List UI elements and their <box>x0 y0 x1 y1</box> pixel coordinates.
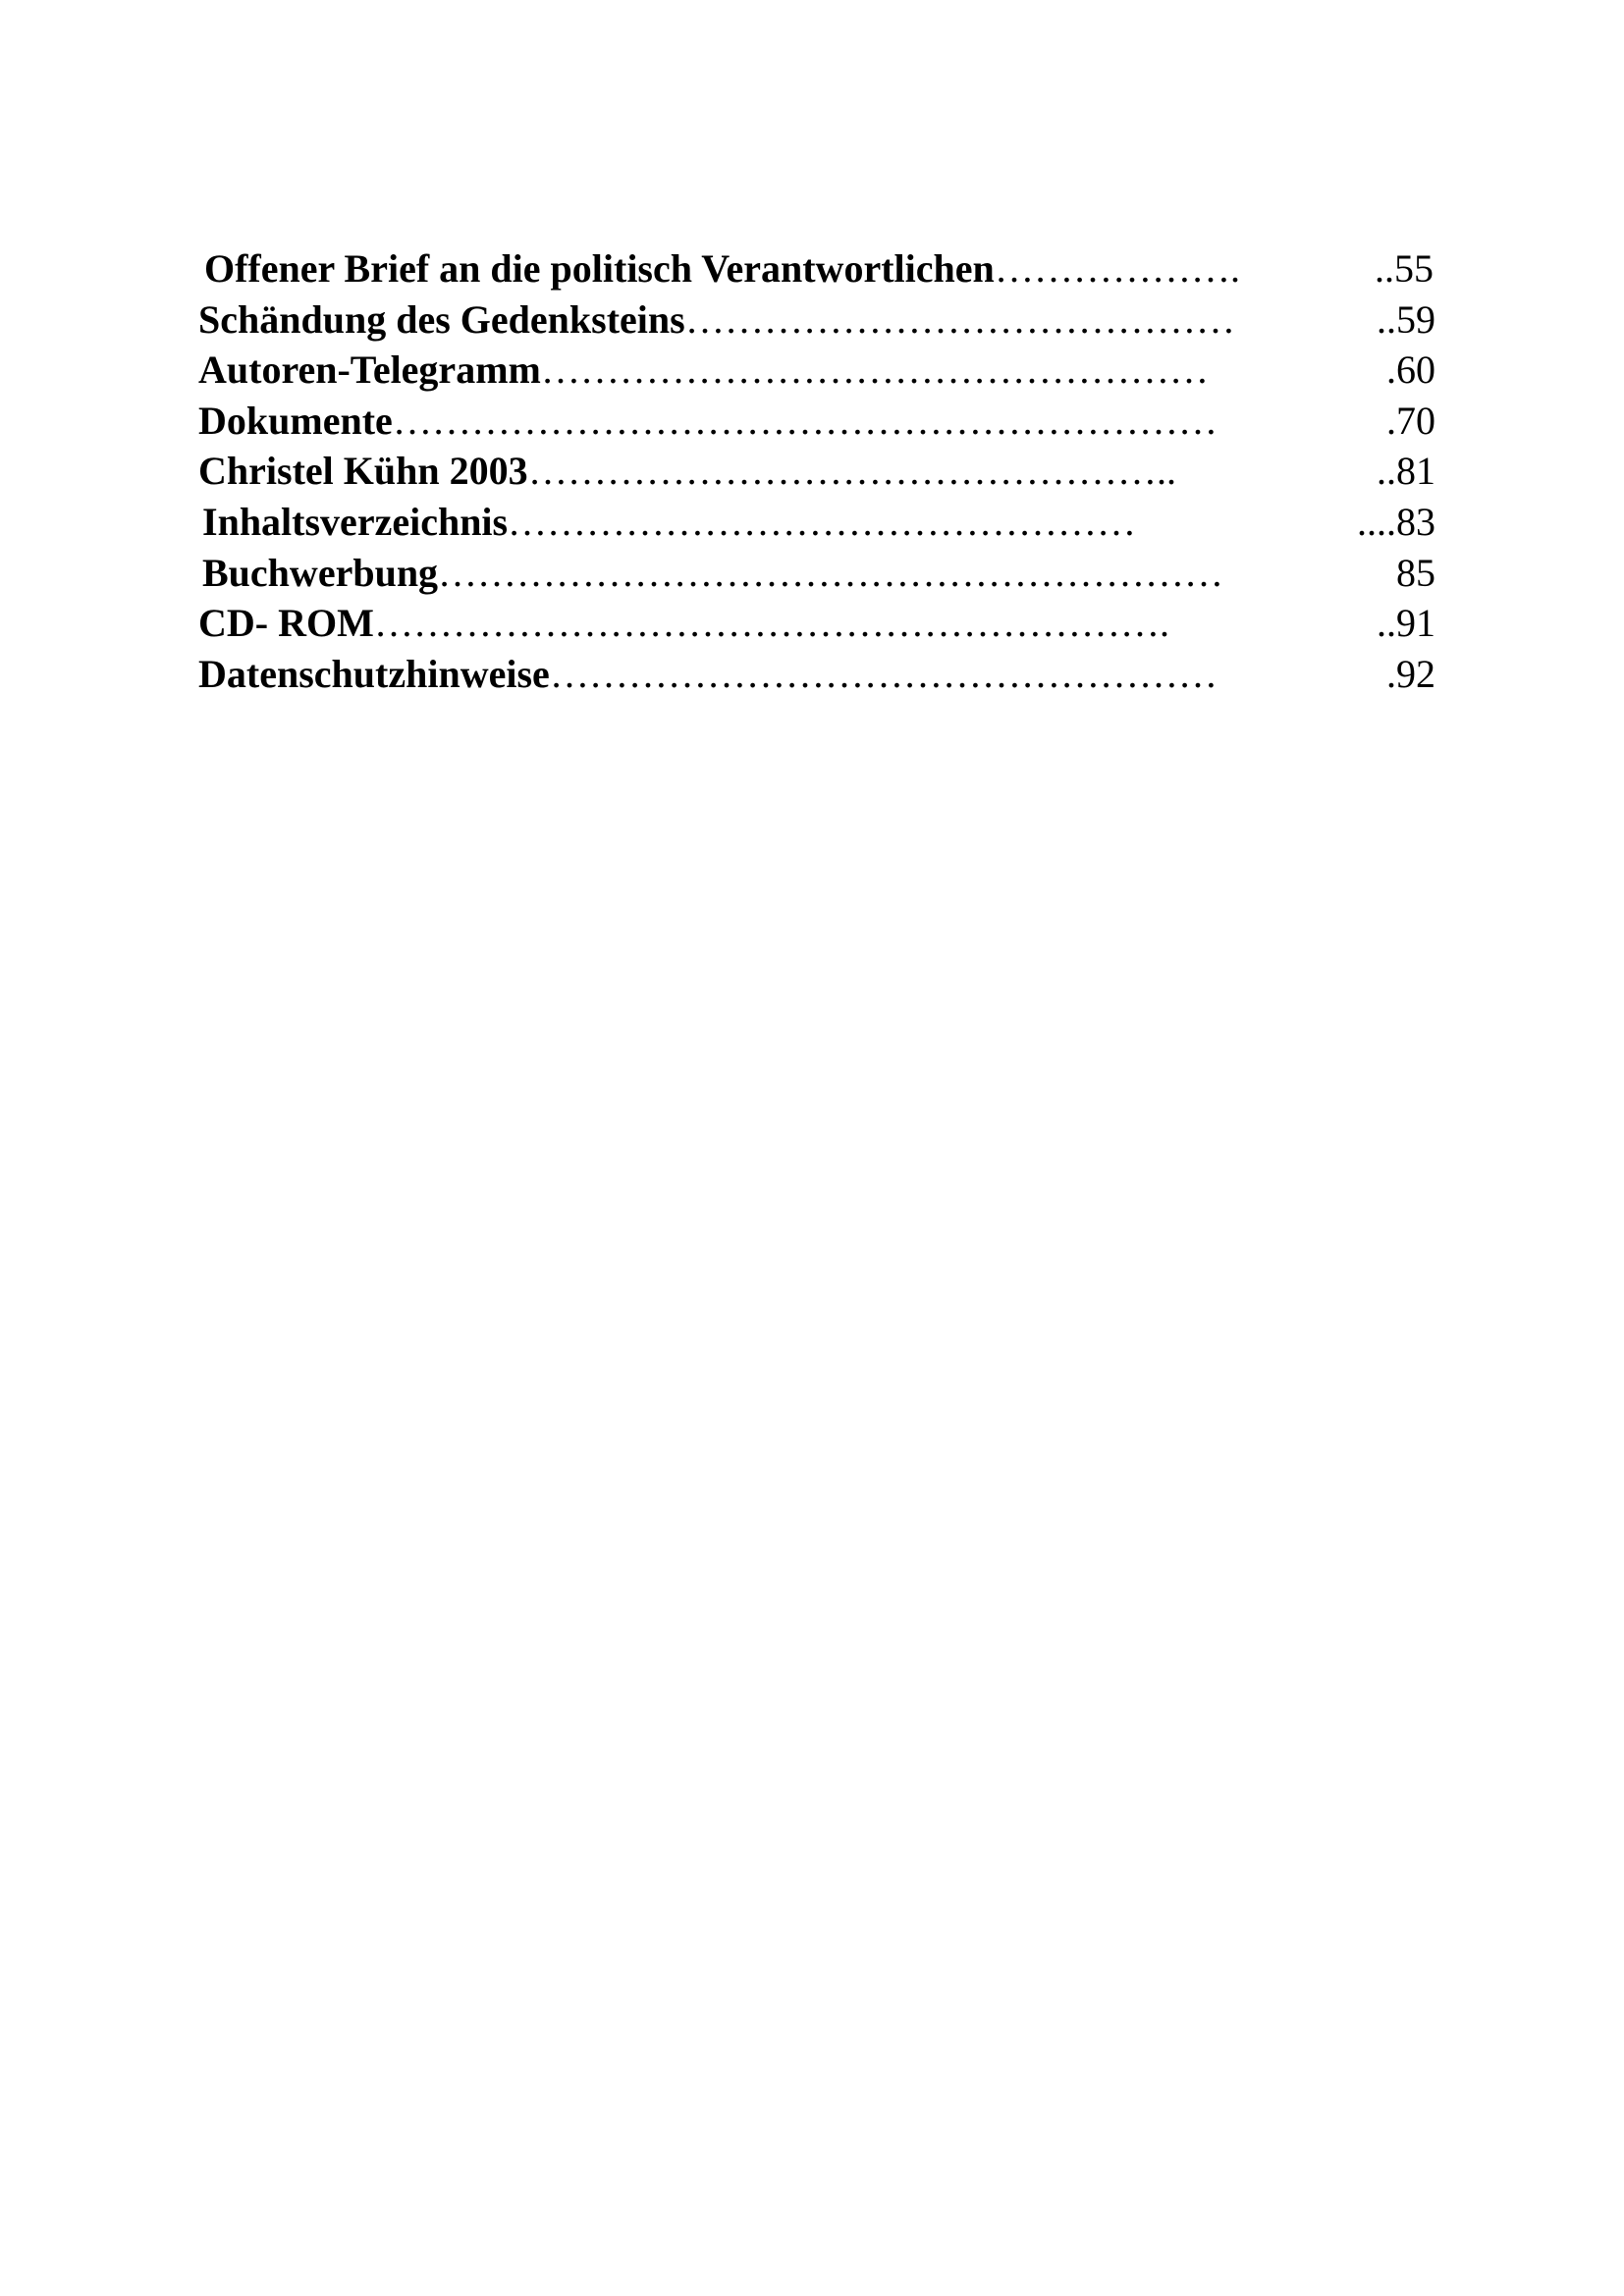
toc-entry-leader: ……………………………………………………. <box>374 601 1169 646</box>
toc-entry-title: Inhaltsverzeichnis <box>202 499 509 544</box>
toc-entry-page: ..81 <box>1377 449 1435 494</box>
toc-entry-page: ..91 <box>1377 601 1435 646</box>
toc-entry-leader: …………………………………… <box>685 296 1235 342</box>
toc-entry-title: Dokumente <box>198 398 393 443</box>
toc-entry-title: Buchwerbung <box>202 550 439 595</box>
toc-entry-page: ..59 <box>1377 296 1435 342</box>
toc-entry-title: CD- ROM <box>198 601 374 646</box>
toc-entry <box>202 497 1435 548</box>
toc-entry-title: Christel Kühn 2003 <box>198 449 528 494</box>
toc-entry <box>198 396 1435 447</box>
toc-entry <box>204 243 1434 294</box>
toc-entry-page: .92 <box>1386 651 1435 696</box>
toc-entry-leader: ………………. <box>995 246 1240 291</box>
toc-entry-title: Schändung des Gedenksteins <box>198 296 685 342</box>
toc-entry <box>202 548 1435 599</box>
toc-entry-leader: …………………………………………… <box>541 347 1209 393</box>
toc-entry <box>198 446 1435 497</box>
table-of-contents <box>198 243 1435 699</box>
toc-entry-page: ....83 <box>1357 499 1435 544</box>
toc-entry-title: Autoren-Telegramm <box>198 347 541 393</box>
toc-entry-leader: …………………………………………… <box>550 651 1218 696</box>
toc-entry-leader: ……………………………………………………… <box>393 398 1218 443</box>
toc-entry-page: 85 <box>1396 550 1435 595</box>
toc-entry-page: .60 <box>1386 347 1435 393</box>
toc-entry-leader: ………………………………………….. <box>528 449 1176 494</box>
toc-entry <box>198 345 1435 396</box>
toc-entry <box>198 649 1435 700</box>
toc-entry-title: Datenschutzhinweise <box>198 651 550 696</box>
toc-entry-title: Offener Brief an die politisch Verantwortlichen <box>204 246 995 291</box>
toc-entry-page: ..55 <box>1375 246 1434 291</box>
toc-entry-page: .70 <box>1386 398 1435 443</box>
toc-entry <box>198 294 1435 346</box>
toc-entry-leader: …………………………………………………… <box>438 550 1223 595</box>
toc-entry <box>198 598 1435 649</box>
toc-entry-leader: ………………………………………… <box>508 499 1136 544</box>
